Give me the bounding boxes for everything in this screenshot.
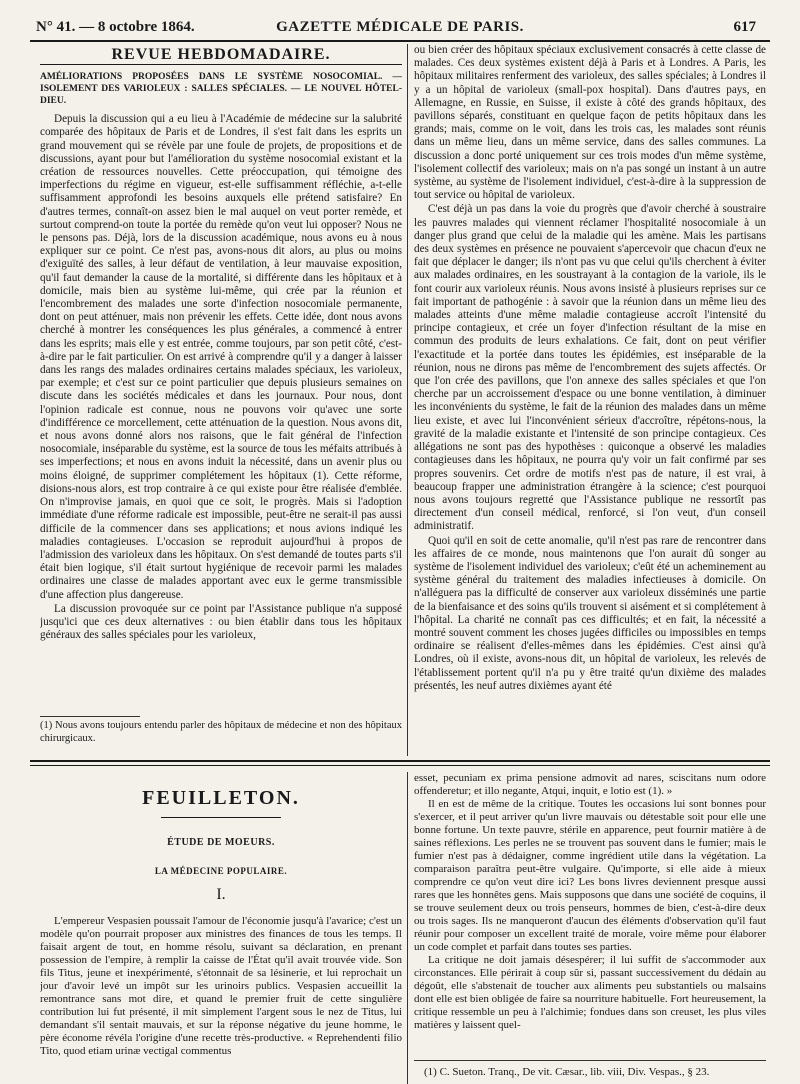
issue-date: N° 41. — 8 octobre 1864. bbox=[36, 19, 195, 35]
feuilleton-section: LA MÉDECINE POPULAIRE. bbox=[154, 866, 288, 876]
feuilleton-subtitle: ÉTUDE DE MOEURS. bbox=[167, 837, 275, 848]
footnote-rule bbox=[414, 1060, 766, 1061]
feuilleton-title: FEUILLETON. bbox=[142, 787, 300, 809]
journal-title: GAZETTE MÉDICALE DE PARIS. bbox=[276, 19, 524, 35]
revue-paragraph: C'est déjà un pas dans la voie du progrès que d'avoir cherché à soustraire les pauvres malades qui viennent réclamer l'hospitalité nosocomiale à un danger plus grand que celui de la maladie qui les amène. Mais les partisans des deux systèmes en présence ne pouvaient s'apercevoir que chacun d'eux ne fait que déplacer le danger; ils n'ont pas vu que celui qu'ils cherchent à éviter aux malades ordinaires, en les soustrayant à la contagion de la variole, ils le font courir aux varioleux réunis. Nous avons insisté à plusieurs reprises sur ce fait important de pathogénie : à savoir que la réunion dans un même lieu des malades atteints d'une même maladie contagieuse accroît l'intensité du principe contagieux, et crée un foyer d'infection résultant de la mise en commun des produits de leurs exhalations. Ce fait, dont on peut vérifier l'exactitude et la portée dans toutes les épidémies, est inséparable de la réunion, nous ne dirons pas même de l'encombrement des sujets affectés. Or que l'on crée des pavillons, que l'on annexe des salles spéciales et que l'on cherche par un accroissement d'espace ou une bonne ventilation, à diminuer les inconvénients du système, le fait de la réunion des malades dans un même lieu existe, et avec lui l'inconvénient sérieux d'accroître, répétons-nous, la gravité de la maladie existante et l'intensité de son principe contagieux. Ces allégations ne sont pas des hypothèses : quiconque a observé les maladies contagieuses dans les hôpitaux, ne pourra qu'y voir un fait confirmé par ses propres souvenirs. Cet ordre de motifs n'est pas de nature, il est vrai, à beaucoup frapper une administration étrangère à la science; c'est pourquoi nous avons toujours regretté que l'Assistance publique ne ressortît pas directement d'un conseil médical, renforcé, si l'on veut, d'un conseil administratif. bbox=[414, 203, 766, 533]
revue-title: REVUE HEBDOMADAIRE. bbox=[40, 48, 402, 65]
revue-paragraph: ou bien créer des hôpitaux spéciaux exclusivement consacrés à cette classe de malades. Ces deux systèmes existent déjà à Paris et à Londres. A Paris, les hôpitaux militaires renferment des varioleux, des salles spéciales; à Londres il y a un hôpital de varioleux (small-pox hospital). Dans d'autres pays, en Allemagne, en Russie, en Suisse, il existe à côté des grands hôpitaux, des pavillons séparés, constituant en quelque façon de petits hôpitaux dans les grands; mais, comme on le voit, dans les trois cas, les malades sont réunis dans un même lieu, dans un même service, dans des salles communes. La discussion a donc porté uniquement sur ces trois modes d'un même système, l'isolement collectif des varioleux; mais on n'a pas songé un instant à un autre système, au système de l'isolement individuel, c'est-à-dire à la suppression de tout service ou hôpital de varioleux. bbox=[414, 44, 766, 202]
feuilleton-paragraph: Il en est de même de la critique. Toutes les occasions lui sont bonnes pour s'exercer, et il peut arriver qu'un livre mauvais ou détestable soit pour elle une bonne fortune. Un texte pauvre, stérile en apparence, peut fournir matière à de saines réflexions. Les perles ne se trouvent pas souvent dans le fumier; mais le fumier n'est pas à dédaigner, comme ingrédient utile dans la végétation. La comparaison paraîtra peut-être vulgaire. Qu'importe, si elle aide à mieux comprendre ce qu'on veut dire ici? Les bons livres deviennent presque aussi rares que les honnêtes gens. Mais supposons que dans une société de coquins, il se trouve seulement deux ou trois penseurs, hommes de bien, c'est-à-dire deux ou trois sages. Ils ne manqueront d'aucun des éléments d'observation qu'il faut réunir pour composer un excellent traité de morale, voire même pour élaborer un code complet et parfait dans toutes ses parties. bbox=[414, 798, 766, 953]
revue-left-column bbox=[40, 44, 402, 712]
revue-summary: AMÉLIORATIONS PROPOSÉES DANS LE SYSTÈME NOSOCOMIAL. — ISOLEMENT DES VARIOLEUX : SALLES SPÉCIALES. — LE NOUVEL HÔTEL-DIEU. bbox=[40, 72, 402, 107]
section-separator bbox=[30, 760, 770, 762]
feuilleton-paragraph: L'empereur Vespasien poussait l'amour de l'économie jusqu'à l'avarice; c'est un modèle qu'on pourrait proposer aux ministres des finances de tous les temps. Il faisait argent de tout, en homme résolu, suivant sa déclaration, en prenant possession de l'empire, à remplir la caisse de l'État qu'il avait trouvée vide. Son fils Titus, jeune et inexpérimenté, s'étonnait de sa lésinerie, et lui reprochait un jour d'avoir levé un impôt sur les urinoirs publics. Vespasien accueillit la remontrance sans mot dire, et quand le premier fruit de cette singulière contribution lui fut présenté, il mit simplement l'argent sous le nez de Titus, lui demandant s'il sentait mauvais, et sur la réponse négative du jeune homme, le père économe révéla l'origine d'une recette très-productive. « Reprehendenti filio Tito, quod etiam urinæ vectigal commentus bbox=[40, 915, 402, 1057]
revue-paragraph: La discussion provoquée sur ce point par l'Assistance publique n'a supposé jusqu'ici que ces deux alternatives : ou bien établir dans tous les hôpitaux généraux des salles spéciales pour les varioleux, bbox=[40, 602, 402, 642]
column-divider bbox=[407, 772, 408, 1084]
chapter-number: I. bbox=[216, 886, 226, 903]
footnote-rule bbox=[40, 716, 140, 717]
feuilleton-footnote: (1) C. Sueton. Tranq., De vit. Cæsar., lib. viii, Div. Vespas., § 23. bbox=[424, 1066, 710, 1078]
page-header bbox=[30, 14, 770, 42]
feuilleton-paragraph: La critique ne doit jamais désespérer; il lui suffit de s'accommoder aux circonstances. Elle périrait à coup sûr si, passant successivement du dédain au dégoût, elle s'abstenait de toucher aux aliments peu substantiels ou malsains dont elle est bien obligée de faire sa nourriture habituelle. Fort heureusement, la critique ressemble un peu à l'alchimie; fondues dans son creuset, les plus viles matières y laissent quel- bbox=[414, 954, 766, 1031]
feuilleton-rule bbox=[161, 817, 281, 818]
page-number: 617 bbox=[733, 19, 756, 35]
feuilleton-left-column bbox=[40, 772, 402, 1084]
column-divider bbox=[407, 44, 408, 756]
revue-footnote: (1) Nous avons toujours entendu parler des hôpitaux de médecine et non des hôpitaux chirurgicaux. bbox=[40, 720, 402, 744]
feuilleton-paragraph: esset, pecuniam ex prima pensione admovit ad nares, sciscitans num odore offenderetur; et illo negante, Atqui, inquit, e lotio est (1). » bbox=[414, 772, 766, 797]
feuilleton-right-column bbox=[414, 772, 766, 1054]
revue-paragraph: Depuis la discussion qui a eu lieu à l'Académie de médecine sur la salubrité comparée des hôpitaux de Paris et de Londres, il s'est fait dans les esprits un grand mouvement qui se révèle par une foule de projets, de propositions et de discussions, ayant pour but l'amélioration du système nosocomial existant et la création de ressources nouvelles. Cette préoccupation, qui témoigne des imperfections du régime en vigueur, est-elle suffisamment réfléchie, a-t-elle suffisamment approfondi les besoins auxquels elle prétend satisfaire? En d'autres termes, connaît-on assez bien le mal auquel on veut porter remède, et surtout comprend-on toute la portée du remède qu'on veut lui opposer? Nous ne le pensons pas. Déjà, lors de la discussion académique, nous avons eu à nous expliquer sur ce point. Ce n'est pas, avons-nous dit alors, au plus ou moins d'exiguïté des salles, à leur défaut de ventilation, à leur mauvaise exposition, qu'il faut demander la cause de la mortalité, si différente dans les hôpitaux et à domicile, mais bien au système lui-même, qui crée par la réunion et l'encombrement des malades une sorte d'infection nosocomiale permanente, dont on peut atténuer, mais non prévenir les effets. Cette idée, dont nous avons cherché à montrer les conséquences les plus générales, a commencé à entrer dans les esprits; mais elle y est entrée, comme toujours, par son petit côté, c'est-à-dire par le fait particulier. On est arrivé à comprendre qu'il y a danger à laisser dans les rangs des malades ordinaires certains malades spéciaux, les varioleux, par exemple; et c'est sur ce point particulier que depuis plusieurs semaines on discute dans les sociétés médicales et dans les journaux. Pour nous, dont l'opinion radicale est connue, nous ne pouvons voir qu'avec une sorte d'indifférence ce morcellement, cette atténuation de la question. Nous avons dit, et nous avons donné alors nos raisons, que le fait général de l'infection nosocomiale, inséparable du système, est la source de tous les méfaits attribués à ses imperfections; et nous en avons induit la nécessité, dans un avenir plus ou moins éloigné, de supprimer complétement les hôpitaux (1). Cette réforme, disions-nous alors, est trop contraire à ce qui existe pour être réalisée d'emblée. On n'improvise jamais, en quoi que ce soit, le progrès. Mais si l'adoption immédiate d'une réforme radicale est impossible, peut-être ne serait-il pas aussi difficile de la commencer dans ses applications; et nous avions indiqué les maladies contagieuses. L'occasion se reproduit aujourd'hui à propos de l'admission des varioleux dans les hôpitaux. On s'est demandé de toutes parts s'il était bien logique, s'il était surtout hygiénique de recevoir parmi les malades ordinaires une classe de malades apportant avec eux le germe transmissible d'une affection plus dangereuse. bbox=[40, 113, 402, 601]
section-separator bbox=[30, 765, 770, 766]
revue-paragraph: Quoi qu'il en soit de cette anomalie, qu'il n'est pas rare de rencontrer dans les affaires de ce monde, nous maintenons que l'on aurait dû songer au système de l'isolement individuel des varioleux; c'eût été un acheminement au système général du traitement des maladies infectieuses à domicile. On n'alléguera pas la difficulté de conserver aux varioleux disséminés une partie de la bienfaisance et des soins qu'ils trouvent si aisément et si complétement à l'hôpital. La charité ne connaît pas ces difficultés; et en fait, la nécessité a montré souvent comment les choses jugées difficiles ou impossibles en temps ordinaire se réalisent d'elles-mêmes dans les épidémies. C'est ainsi qu'à Londres, où il existe, avons-nous dit, un hôpital de varioleux, les relevés de l'établissement portent qu'il n'a pu y être traité qu'un dixième des malades présentés, les neuf autres dixièmes ayant été bbox=[414, 534, 766, 692]
revue-right-column bbox=[414, 44, 766, 756]
